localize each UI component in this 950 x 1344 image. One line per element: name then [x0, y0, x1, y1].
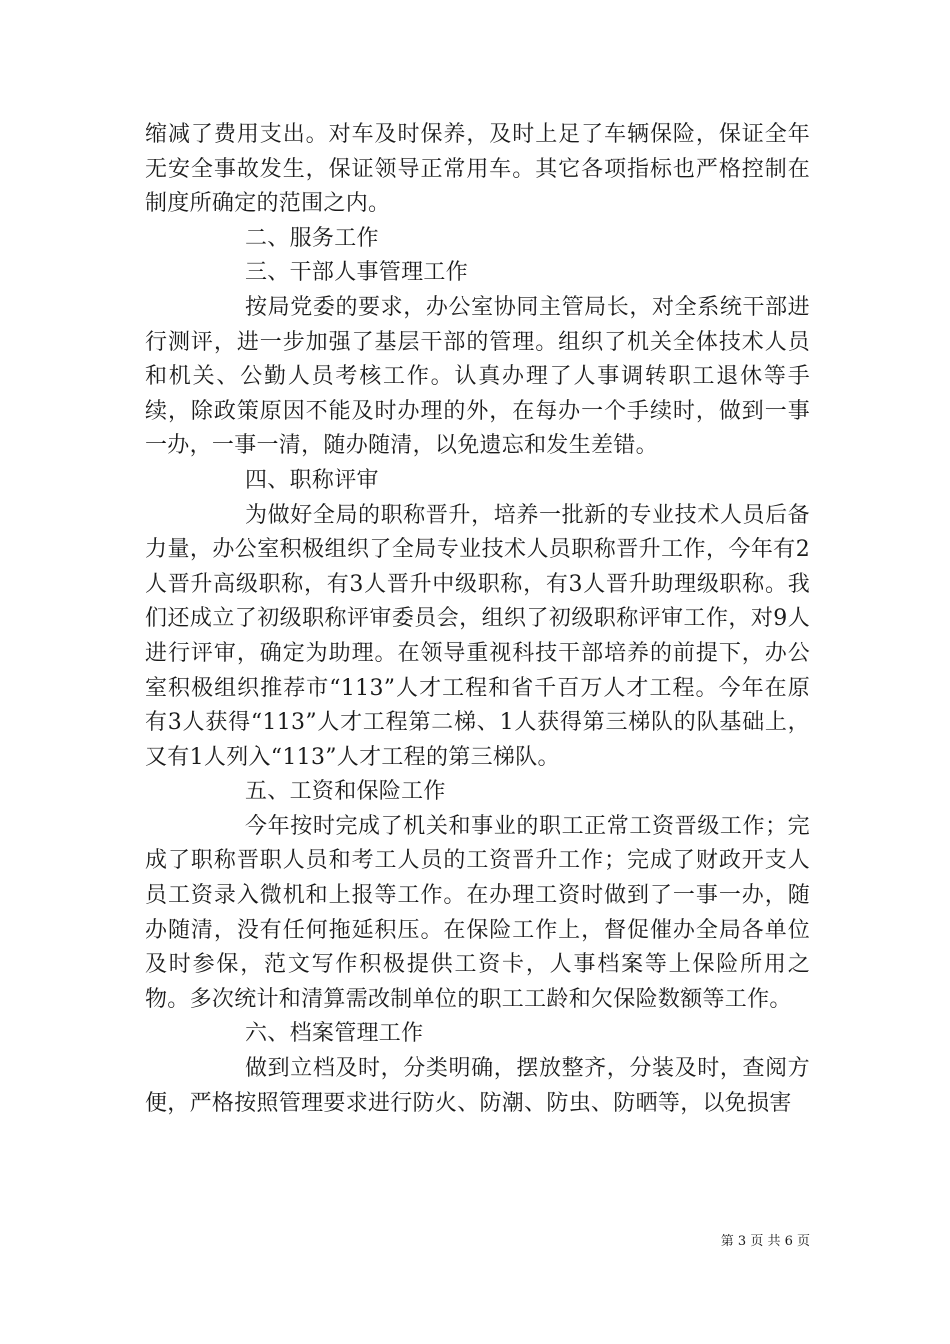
- paragraph-title-review: 为做好全局的职称晋升，培养一批新的专业技术人员后备力量，办公室积极组织了全局专业技术人员职称晋升工作，今年有2人晋升高级职称，有3人晋升中级职称，有3人晋升助理级职称。我们还成立了初级职称评审委员会，组织了初级职称评审工作，对9人进行评审，确定为助理。在领导重视科技干部培养的前提下，办公室积极组织推荐市“113”人才工程和省千百万人才工程。今年在原有3人获得“113”人才工程第二梯、1人获得第三梯队的队基础上，又有1人列入“113”人才工程的第三梯队。: [145, 502, 810, 770]
- paragraph-personnel: 按局党委的要求，办公室协同主管局长，对全系统干部进行测评，进一步加强了基层干部的管理。组织了机关全体技术人员和机关、公勤人员考核工作。认真办理了人事调转职工退休等手续，除政策原因不能及时办理的外，在每办一个手续时，做到一事一办，一事一清，随办随清，以免遗忘和发生差错。: [145, 294, 810, 459]
- paragraph-archives: 做到立档及时，分类明确，摆放整齐，分装及时，查阅方便，严格按照管理要求进行防火、防潮、防虫、防晒等，以免损害: [145, 1056, 810, 1116]
- section-heading-title-review: 四、职称评审: [245, 467, 379, 493]
- section-heading-archives: 六、档案管理工作: [245, 1021, 424, 1047]
- paragraph-continuation: 缩减了费用支出。对车及时保养，及时上足了车辆保险，保证全年无安全事故发生，保证领导正常用车。其它各项指标也严格控制在制度所确定的范围之内。: [145, 122, 810, 217]
- section-heading-wages-insurance: 五、工资和保险工作: [245, 779, 446, 805]
- section-heading-personnel: 三、干部人事管理工作: [245, 260, 469, 286]
- document-body: [145, 118, 810, 1121]
- paragraph-wages-insurance: 今年按时完成了机关和事业的职工正常工资晋级工作；完成了职称晋职人员和考工人员的工资晋升工作；完成了财政开支人员工资录入微机和上报等工作。在办理工资时做到了一事一办，随办随清，没有任何拖延积压。在保险工作上，督促催办全局各单位及时参保，范文写作积极提供工资卡，人事档案等上保险所用之物。多次统计和清算需改制单位的职工工龄和欠保险数额等工作。: [145, 813, 810, 1012]
- page-number-footer: 第 3 页 共 6 页: [720, 1234, 810, 1249]
- section-heading-service: 二、服务工作: [245, 225, 379, 251]
